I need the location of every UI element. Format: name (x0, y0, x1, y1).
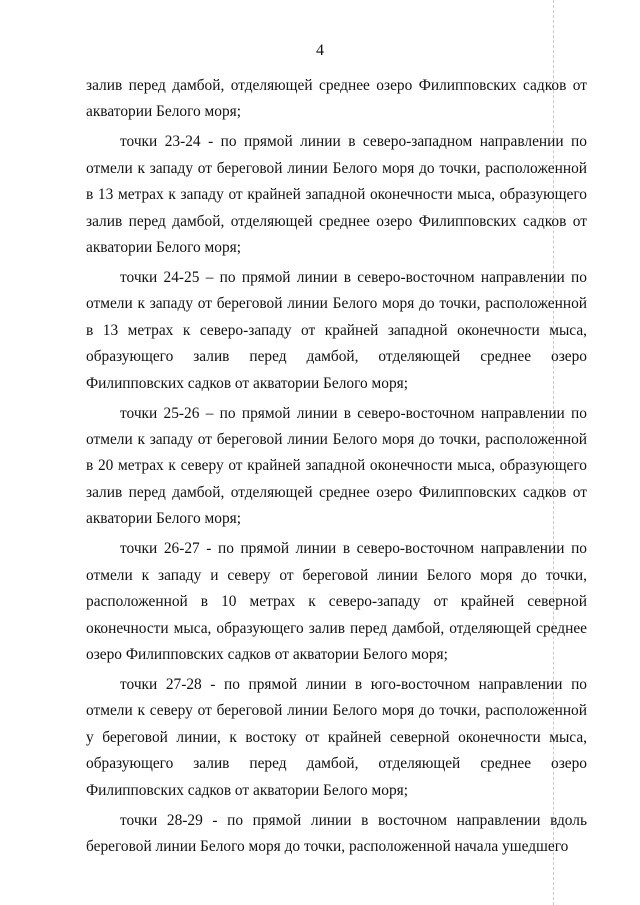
document-body (86, 73, 587, 864)
paragraph-points-28-29: точки 28-29 - по прямой линии в восточном направлении вдоль береговой линии Белого моря до точки, расположенной начала ушедшего (86, 811, 587, 855)
paragraph-points-27-28: точки 27-28 - по прямой линии в юго-восточном направлении по отмели к северу от береговой линии Белого моря до точки, расположенной у береговой линии, к востоку от крайней северной оконечности мыса, образующего залив перед дамбой, отделяющей среднее озеро Филипповских садков от акватории Белого моря; (86, 675, 587, 799)
paragraph-points-25-26: точки 25-26 – по прямой линии в северо-восточном направлении по отмели к западу от береговой линии Белого моря до точки, расположенной в 20 метрах к северу от крайней западной оконечности мыса, образующего залив перед дамбой, отделяющей среднее озеро Филипповских садков от акватории Белого моря; (86, 404, 587, 528)
paragraph-points-24-25: точки 24-25 – по прямой линии в северо-восточном направлении по отмели к западу от береговой линии Белого моря до точки, расположенной в 13 метрах к северо-западу от крайней западной оконечности мыса, образующего залив перед дамбой, отделяющей среднее озеро Филипповских садков от акватории Белого моря; (86, 269, 587, 392)
paragraph-points-23-24: точки 23-24 - по прямой линии в северо-западном направлении по отмели к западу от береговой линии Белого моря до точки, расположенной в 13 метрах к западу от крайней западной оконечности мыса, образующего залив перед дамбой, отделяющей среднее озеро Филипповских садков от акватории Белого моря; (86, 133, 587, 257)
page-number: 4 (316, 42, 324, 59)
paragraph-points-26-27: точки 26-27 - по прямой линии в северо-восточном направлении по отмели к западу и северу от береговой линии Белого моря до точки, расположенной в 10 метрах к северо-западу от крайней северной оконечности мыса, образующего залив перед дамбой, отделяющей среднее озеро Филипповских садков от акватории Белого моря; (86, 540, 587, 663)
paragraph-continuation: залив перед дамбой, отделяющей среднее озеро Филипповских садков от акватории Белого моря; (86, 77, 587, 121)
